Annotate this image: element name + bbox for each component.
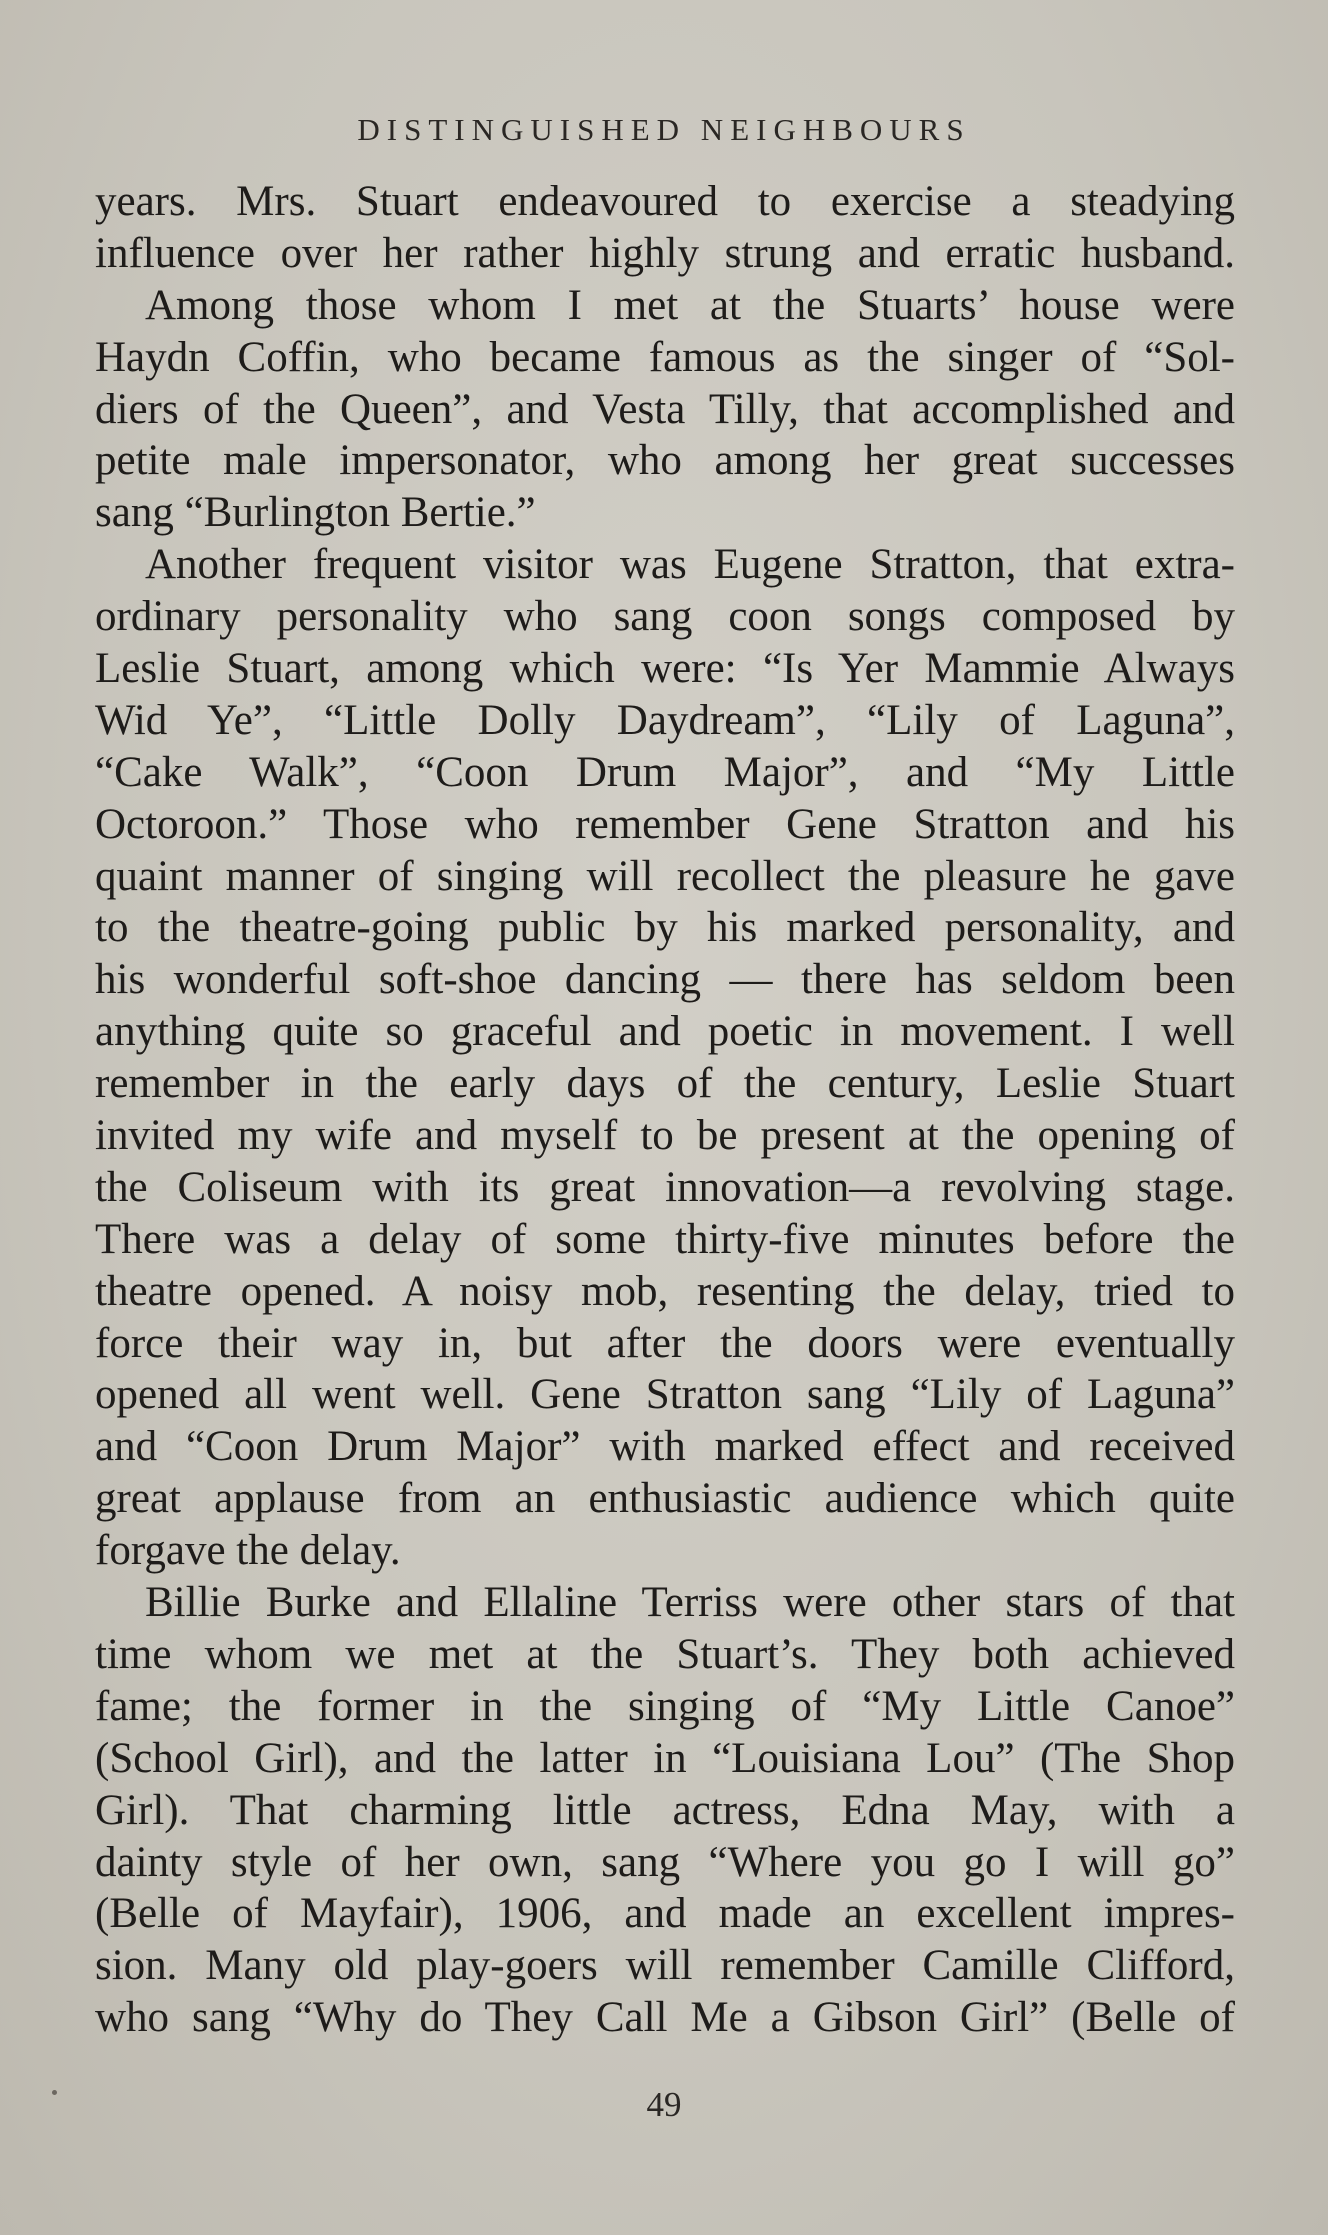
text-line: years. Mrs. Stuart endeavoured to exercise a steadying <box>95 178 1235 225</box>
text-line: forgave the delay. <box>95 1527 401 1575</box>
running-head: DISTINGUISHED NEIGHBOURS <box>357 112 971 147</box>
text-line: (Belle of Mayfair), 1906, and made an excellent impres‐ <box>95 1890 1235 1938</box>
text-line: great applause from an enthusiastic audience which quite <box>95 1475 1235 1523</box>
text-line: Billie Burke and Ellaline Terriss were other stars of that <box>145 1579 1235 1627</box>
text-line: quaint manner of singing will recollect the pleasure he gave <box>95 852 1235 900</box>
text-line: fame; the former in the singing of “My Little Canoe” <box>95 1682 1235 1730</box>
text-line: sang “Burlington Bertie.” <box>95 489 536 537</box>
page-number: 49 <box>646 2085 682 2124</box>
text-line: ordinary personality who sang coon songs composed by <box>95 593 1235 641</box>
text-line: to the theatre‐going public by his marked personality, and <box>95 904 1235 952</box>
text-line: time whom we met at the Stuart’s. They both achieved <box>95 1630 1235 1678</box>
text-line: Wid Ye”, “Little Dolly Daydream”, “Lily of Laguna”, <box>95 696 1235 744</box>
text-line: anything quite so graceful and poetic in movement. I well <box>95 1008 1235 1056</box>
text-line: the Coliseum with its great innovation—a revolving stage. <box>95 1163 1235 1211</box>
text-line: force their way in, but after the doors were eventually <box>95 1319 1235 1367</box>
text-line: and “Coon Drum Major” with marked effect and received <box>95 1423 1235 1471</box>
text-line: “Cake Walk”, “Coon Drum Major”, and “My Little <box>95 748 1235 796</box>
text-line: theatre opened. A noisy mob, resenting the delay, tried to <box>95 1267 1235 1315</box>
text-line: Among those whom I met at the Stuarts’ house were <box>145 281 1235 329</box>
text-line: remember in the early days of the century, Leslie Stuart <box>95 1060 1235 1108</box>
text-line: who sang “Why do They Call Me a Gibson Girl” (Belle of <box>95 1994 1235 2042</box>
text-line: Haydn Coffin, who became famous as the singer of “Sol‐ <box>95 333 1235 381</box>
text-line: Octoroon.” Those who remember Gene Stratton and his <box>95 800 1235 848</box>
text-line: opened all went well. Gene Stratton sang “Lily of Laguna” <box>95 1371 1235 1419</box>
text-line: There was a delay of some thirty‐five minutes before the <box>95 1215 1235 1263</box>
text-line: influence over her rather highly strung and erratic husband. <box>95 229 1235 277</box>
text-line: Another frequent visitor was Eugene Stratton, that extra‐ <box>145 541 1235 589</box>
text-line: petite male impersonator, who among her great successes <box>95 437 1235 485</box>
body-text <box>95 176 1235 2044</box>
text-line: sion. Many old play‐goers will remember Camille Clifford, <box>95 1942 1235 1990</box>
text-line: diers of the Queen”, and Vesta Tilly, that accomplished and <box>95 385 1235 433</box>
text-line: dainty style of her own, sang “Where you go I will go” <box>95 1838 1235 1886</box>
text-line: (School Girl), and the latter in “Louisiana Lou” (The Shop <box>95 1734 1235 1782</box>
text-line: Girl). That charming little actress, Edna May, with a <box>95 1786 1235 1834</box>
text-line: Leslie Stuart, among which were: “Is Yer Mammie Always <box>95 645 1235 693</box>
text-line: invited my wife and myself to be present at the opening of <box>95 1112 1235 1160</box>
text-line: his wonderful soft‐shoe dancing — there has seldom been <box>95 956 1235 1004</box>
